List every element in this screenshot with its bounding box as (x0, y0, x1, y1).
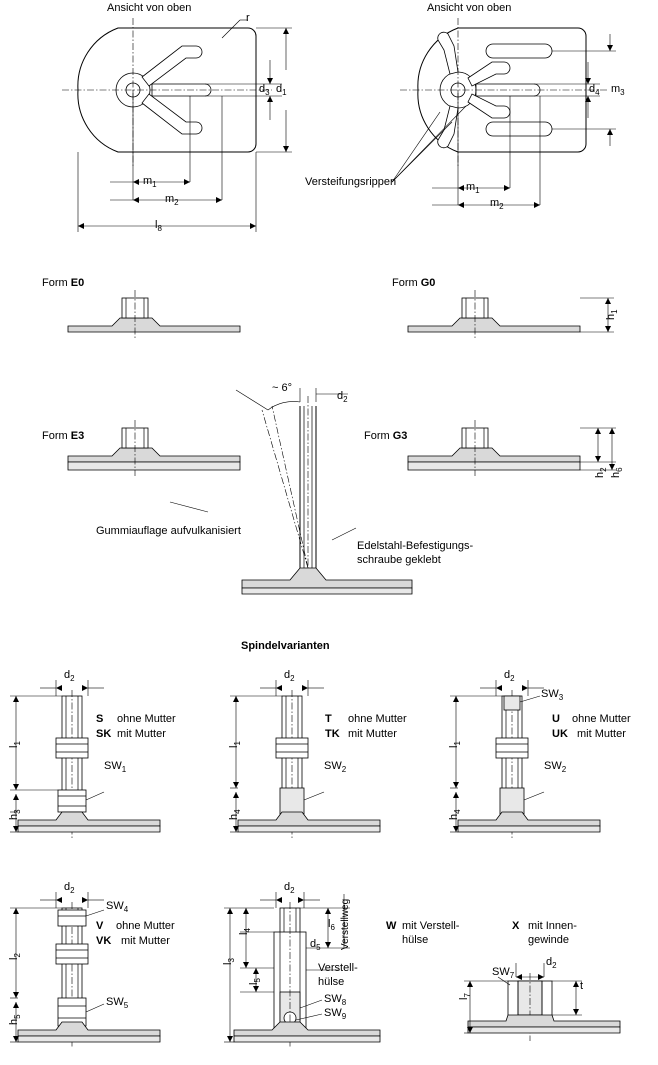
dim-d3: $d_3$ (259, 83, 270, 98)
variant-code-sk: SK (96, 728, 112, 740)
dim-l7-x: $l_7$ (458, 993, 473, 1000)
form-e0-g0-drawing (0, 270, 658, 390)
dim-l8: $l_8$ (155, 219, 162, 234)
form-g0-label: Form G0 (392, 277, 436, 289)
dim-l3: $l_3$ (222, 958, 237, 965)
label-verstellhuelse-line1: Verstell- (318, 962, 358, 974)
dim-d2-t: $d_2$ (284, 669, 295, 684)
callout-versteifungsrippen: Versteifungsrippen (305, 176, 397, 188)
label-sw3-u: $SW_3$ (541, 688, 564, 703)
variant-code-t: T (325, 713, 332, 725)
form-e3-label: Form E3 (42, 430, 85, 442)
label-sw9: $SW_9$ (324, 1007, 347, 1022)
variant-note-vk: mit Mutter (121, 935, 170, 947)
label-sw2-u: $SW_2$ (544, 760, 567, 775)
variant-note-t: ohne Mutter (348, 713, 407, 725)
dim-h6: $h_6$ (610, 467, 625, 478)
top-view-right-title: Ansicht von oben (427, 2, 512, 14)
label-sw4: $SW_4$ (106, 900, 129, 915)
variant-note-tk: mit Mutter (348, 728, 397, 740)
variant-code-uk: UK (552, 728, 568, 740)
variant-code-w: W (386, 920, 397, 932)
dim-h5-v: $h_5$ (8, 1014, 23, 1025)
label-sw7: $SW_7$ (492, 966, 515, 981)
form-e0-label: Form E0 (42, 277, 85, 289)
top-view-left-title: Ansicht von oben (107, 2, 192, 14)
variant-code-v: V (96, 920, 104, 932)
dim-m1-right: $m_1$ (466, 181, 480, 196)
dim-l4: $l_4$ (238, 928, 253, 935)
dim-d4: $d_4$ (589, 83, 600, 98)
dim-d2-v: $d_2$ (64, 881, 75, 896)
dim-h2: $h_2$ (594, 467, 609, 478)
callout-screw-line2: schraube geklebt (357, 554, 441, 566)
variant-note-uk: mit Mutter (577, 728, 626, 740)
spindelvarianten-title: Spindelvarianten (241, 640, 330, 652)
variant-code-vk: VK (96, 935, 112, 947)
variant-code-tk: TK (325, 728, 340, 740)
dim-l6: $l_6$ (328, 918, 335, 933)
dim-t-x: t (580, 980, 584, 992)
dim-h4-t: $h_4$ (228, 809, 243, 820)
variant-code-u: U (552, 713, 560, 725)
dim-d2-s: $d_2$ (64, 669, 75, 684)
label-verstellhuelse-line2: hülse (318, 976, 345, 988)
dim-m1-left: $m_1$ (143, 175, 157, 190)
dim-h4-u: $h_4$ (448, 809, 463, 820)
variant-note-w-line2: hülse (402, 934, 429, 946)
variant-note-v: ohne Mutter (116, 920, 175, 932)
variant-x-drawing (458, 955, 658, 1065)
label-verstellweg: Verstellweg (340, 898, 351, 950)
dim-m2-left: $m_2$ (165, 193, 179, 208)
dim-d5: $d_5$ (310, 938, 321, 953)
top-views-drawing (0, 0, 658, 250)
dim-d2-u: $d_2$ (504, 669, 515, 684)
dim-m2-right: $m_2$ (490, 197, 504, 212)
dim-l1-u: $l_1$ (448, 741, 463, 748)
variant-s-drawing (0, 668, 230, 848)
variant-note-u: ohne Mutter (572, 713, 631, 725)
form-g3-label: Form G3 (364, 430, 408, 442)
variant-note-s: ohne Mutter (117, 713, 176, 725)
dim-l1-s: $l_1$ (8, 741, 23, 748)
variant-note-x-line2: gewinde (528, 934, 569, 946)
angle-label: ~ 6° (272, 382, 292, 394)
dim-l2-v: $l_2$ (8, 953, 23, 960)
variant-note-w-line1: mit Verstell- (402, 920, 460, 932)
dim-h1: $h_1$ (605, 309, 620, 320)
dim-d2-adjust: $d_2$ (284, 881, 295, 896)
dim-h3-s: $h_3$ (8, 809, 23, 820)
callout-screw-line1: Edelstahl-Befestigungs- (357, 540, 474, 552)
dim-r: r (246, 12, 250, 24)
variant-code-s: S (96, 713, 104, 725)
variant-note-sk: mit Mutter (117, 728, 166, 740)
label-sw5: $SW_5$ (106, 996, 129, 1011)
variant-t-drawing (220, 668, 450, 848)
dim-l5: $l_5$ (248, 978, 263, 985)
dim-d2-x: $d_2$ (546, 956, 557, 971)
label-sw1: $SW_1$ (104, 760, 127, 775)
dim-d1: $d_1$ (276, 83, 287, 98)
label-sw2-t: $SW_2$ (324, 760, 347, 775)
form-e3-g3-drawing (0, 380, 658, 620)
variant-note-x-line1: mit Innen- (528, 920, 577, 932)
dim-m3: $m_3$ (611, 83, 625, 98)
variant-code-x: X (512, 920, 520, 932)
label-sw8: $SW_8$ (324, 993, 347, 1008)
callout-gummiauflage: Gummiauflage aufvulkanisiert (96, 525, 241, 537)
dim-d2-tilt: $d_2$ (337, 390, 348, 405)
dim-l1-t: $l_1$ (228, 741, 243, 748)
